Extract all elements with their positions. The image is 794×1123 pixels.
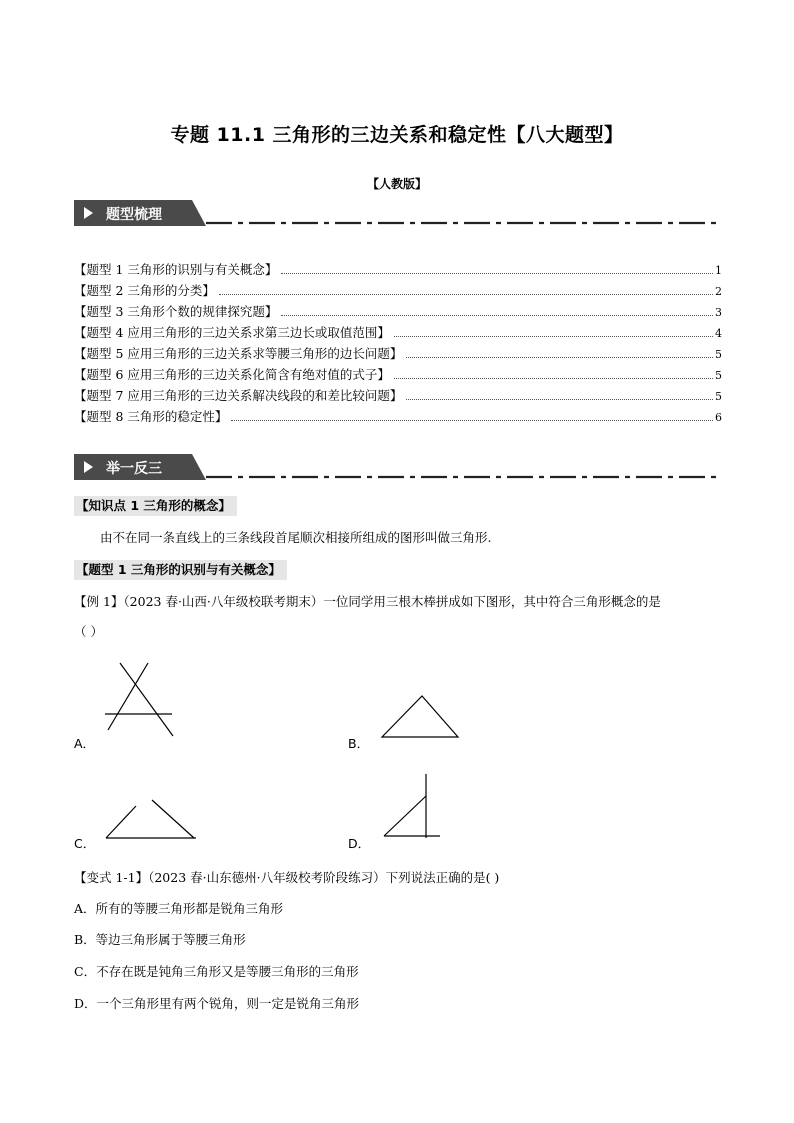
figure-b-closed-triangle	[378, 692, 464, 742]
toc-item[interactable]: 【题型 1 三角形的识别与有关概念】 1	[74, 262, 722, 277]
variant-choice-c[interactable]: C．不存在既是钝角三角形又是等腰三角形的三角形	[74, 964, 359, 979]
example-1-blank: （ ）	[74, 624, 103, 639]
option-c-label[interactable]: C．	[74, 836, 96, 851]
toc-item[interactable]: 【题型 3 三角形个数的规律探究题】 3	[74, 304, 722, 319]
option-d-label[interactable]: D．	[348, 836, 371, 851]
dash-line	[206, 220, 722, 226]
section-bar-practice	[74, 454, 722, 484]
dash-line	[206, 474, 722, 480]
toc-item[interactable]: 【题型 7 应用三角形的三边关系解决线段的和差比较问题】 5	[74, 388, 722, 403]
figure-a-crossed-sticks	[100, 660, 180, 740]
figure-c-open-triangle	[102, 796, 200, 842]
variant-choice-d[interactable]: D．一个三角形里有两个锐角，则一定是锐角三角形	[74, 996, 360, 1011]
variant-1-1-question: 【变式 1-1】（2023 春·山东德州·八年级校考阶段练习）下列说法正确的是( )	[74, 870, 500, 885]
variant-choice-a[interactable]: A．所有的等腰三角形都是锐角三角形	[74, 901, 284, 916]
toc-item[interactable]: 【题型 2 三角形的分类】 2	[74, 283, 722, 298]
variant-choice-b[interactable]: B．等边三角形属于等腰三角形	[74, 932, 246, 947]
edition-label: 【人教版】	[366, 177, 427, 191]
page-title: 专题 11.1 三角形的三边关系和稳定性【八大题型】	[170, 124, 624, 146]
toc-item[interactable]: 【题型 8 三角形的稳定性】 6	[74, 409, 722, 424]
knowledge-point-label: 【知识点 1 三角形的概念】	[74, 496, 237, 516]
section-heading-toc: 题型梳理	[106, 207, 162, 223]
table-of-contents	[74, 259, 722, 427]
toc-item[interactable]: 【题型 5 应用三角形的三边关系求等腰三角形的边长问题】 5	[74, 346, 722, 361]
topic-1-label: 【题型 1 三角形的识别与有关概念】	[74, 560, 287, 580]
option-b-label[interactable]: B．	[348, 736, 370, 751]
toc-item[interactable]: 【题型 4 应用三角形的三边关系求第三边长或取值范围】 4	[74, 325, 722, 340]
figure-d-extended-stick	[380, 772, 444, 842]
knowledge-point-text: 由不在同一条直线上的三条线段首尾顺次相接所组成的图形叫做三角形.	[100, 530, 492, 545]
option-a-label[interactable]: A．	[74, 736, 96, 751]
example-1-question: 【例 1】（2023 春·山西·八年级校联考期末）一位同学用三根木棒拼成如下图形，其中符合三角形概念的是	[74, 594, 661, 609]
toc-item[interactable]: 【题型 6 应用三角形的三边关系化简含有绝对值的式子】 5	[74, 367, 722, 382]
section-bar-toc	[74, 200, 722, 230]
section-heading-practice: 举一反三	[106, 461, 162, 477]
